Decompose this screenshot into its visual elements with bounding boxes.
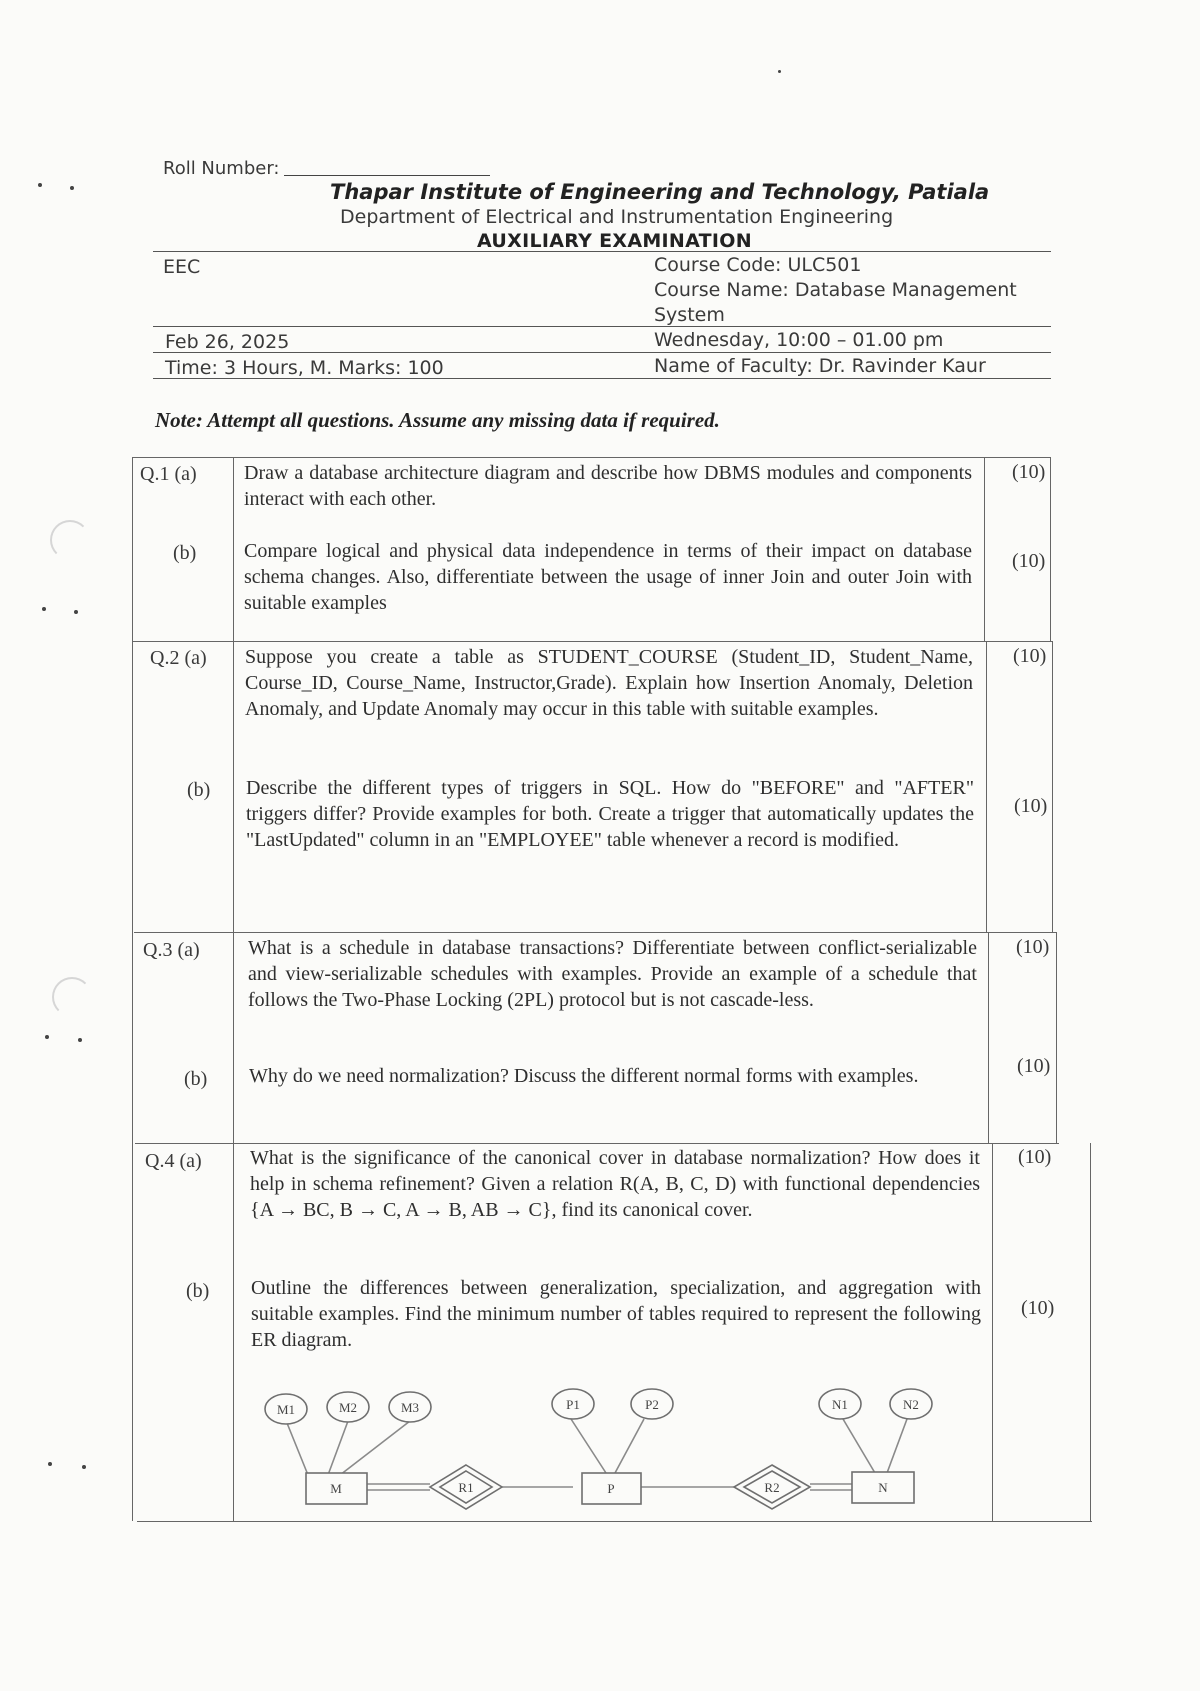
exam-day-time: Wednesday, 10:00 – 01.00 pm	[654, 329, 944, 351]
table-column-divider	[988, 932, 989, 1143]
scan-speck	[778, 70, 781, 73]
table-border-top	[132, 457, 1050, 458]
table-row-divider	[133, 641, 1053, 642]
er-label: N2	[903, 1397, 919, 1412]
question-number: Q.1 (a)	[140, 463, 197, 485]
question-marks: (10)	[1012, 461, 1046, 483]
er-link	[571, 1419, 606, 1473]
er-link	[887, 1419, 907, 1473]
question-marks: (10)	[1012, 550, 1046, 572]
question-text: What is a schedule in database transactions? Differentiate between conflict-serializable and view-serializable schedules with examples. Provide an example of a schedule that follows the Two-Phase Locking (2PL) protocol but is not cascade-less.	[248, 937, 977, 1011]
question-number: (b)	[187, 779, 211, 801]
question-text: Suppose you create a table as STUDENT_COURSE (Student_ID, Student_Name, Course_ID, Course_Name, Instructor,Grade). Explain how Insertion Anomaly, Deletion Anomaly, and Update Anomaly may occur in this table with suitable examples.	[245, 646, 973, 720]
question-marks: (10)	[1021, 1297, 1055, 1319]
header-rule	[153, 251, 1051, 252]
scan-speck	[70, 186, 74, 190]
question-marks: (10)	[1017, 1055, 1051, 1077]
course-name-line2: System	[654, 304, 725, 326]
question-number: Q.2 (a)	[150, 647, 207, 669]
course-name-line1: Course Name: Database Management	[654, 279, 1017, 301]
scan-speck	[42, 607, 46, 611]
er-label: R2	[764, 1480, 780, 1495]
question-number: Q.4 (a)	[145, 1150, 202, 1172]
er-label: M1	[276, 1402, 296, 1417]
roll-number-label: Roll Number:	[163, 158, 280, 179]
er-link	[328, 1421, 348, 1475]
roll-number-field	[163, 158, 490, 179]
er-label: M	[330, 1481, 342, 1496]
question-text: Why do we need normalization? Discuss the different normal forms with examples.	[249, 1065, 919, 1087]
er-label: N	[878, 1480, 888, 1495]
table-column-divider	[986, 641, 987, 932]
scan-speck	[78, 1038, 82, 1042]
question-marks: (10)	[1014, 795, 1048, 817]
question-text: Draw a database architecture diagram and describe how DBMS modules and components interact with each other.	[244, 462, 972, 510]
er-label: N1	[832, 1397, 848, 1412]
er-label: M2	[338, 1400, 358, 1415]
er-label: P1	[566, 1397, 580, 1412]
course-code: Course Code: ULC501	[654, 254, 862, 276]
er-label: R1	[458, 1480, 474, 1495]
faculty-name: Name of Faculty: Dr. Ravinder Kaur	[654, 355, 986, 377]
table-column-divider	[984, 457, 985, 641]
exam-note: Note: Attempt all questions. Assume any missing data if required.	[155, 408, 720, 432]
question-marks: (10)	[1013, 645, 1047, 667]
table-row-divider	[135, 1143, 1059, 1144]
question-number: (b)	[184, 1068, 208, 1090]
table-border-left	[132, 457, 133, 1521]
exam-date: Feb 26, 2025	[165, 331, 290, 353]
question-marks: (10)	[1018, 1146, 1052, 1168]
header-rule	[153, 352, 1051, 353]
scan-speck	[38, 183, 42, 187]
er-label: M3	[400, 1400, 420, 1415]
er-label: P	[607, 1481, 615, 1496]
table-border-right	[1056, 932, 1057, 1143]
scan-speck	[82, 1465, 86, 1469]
header-rule	[153, 326, 1051, 327]
table-border-right	[1090, 1143, 1091, 1521]
department-name: Department of Electrical and Instrumentation Engineering	[340, 206, 894, 228]
er-label: P2	[645, 1397, 659, 1412]
table-row-divider	[134, 932, 1056, 933]
er-link	[287, 1423, 308, 1475]
er-link	[340, 1421, 410, 1475]
question-number: Q.3 (a)	[143, 939, 200, 961]
punch-hole-shadow	[52, 977, 92, 1017]
table-column-divider	[992, 1143, 993, 1521]
roll-number-blank	[284, 175, 490, 176]
er-link	[843, 1419, 875, 1473]
header-rule	[153, 378, 1051, 379]
question-text: Compare logical and physical data independence in terms of their impact on database schema changes. Also, differentiate between the usage of inner Join and outer Join with suitable examples	[244, 540, 972, 614]
dept-code: EEC	[163, 256, 201, 278]
question-number: (b)	[173, 542, 197, 564]
duration-marks: Time: 3 Hours, M. Marks: 100	[165, 357, 444, 379]
table-column-divider	[233, 457, 234, 1521]
scan-speck	[74, 610, 78, 614]
question-number: (b)	[186, 1280, 210, 1302]
institute-name: Thapar Institute of Engineering and Technology, Patiala	[330, 180, 990, 204]
scan-speck	[45, 1035, 49, 1039]
question-marks: (10)	[1016, 936, 1050, 958]
table-border-right	[1052, 641, 1053, 932]
er-link	[615, 1419, 644, 1473]
scan-speck	[48, 1462, 52, 1466]
punch-hole-shadow	[50, 520, 90, 560]
question-text: Outline the differences between generalization, specialization, and aggregation with suitable examples. Find the minimum number of tables required to represent the following ER diagram.	[251, 1277, 981, 1351]
exam-title: AUXILIARY EXAMINATION	[477, 230, 752, 252]
question-text: What is the significance of the canonical cover in database normalization? How does it help in schema refinement? Given a relation R(A, B, C, D) with functional dependencies {A → BC, B → C, A → B, AB → C}, find its canonical cover.	[250, 1147, 980, 1221]
er-diagram	[240, 1375, 990, 1525]
question-text: Describe the different types of triggers in SQL. How do "BEFORE" and "AFTER" triggers differ? Provide examples for both. Create a trigger that automatically updates the "LastUpdated" column in an "EMPLOYEE" table whenever a record is modified.	[246, 777, 974, 851]
table-border-right	[1050, 457, 1051, 641]
